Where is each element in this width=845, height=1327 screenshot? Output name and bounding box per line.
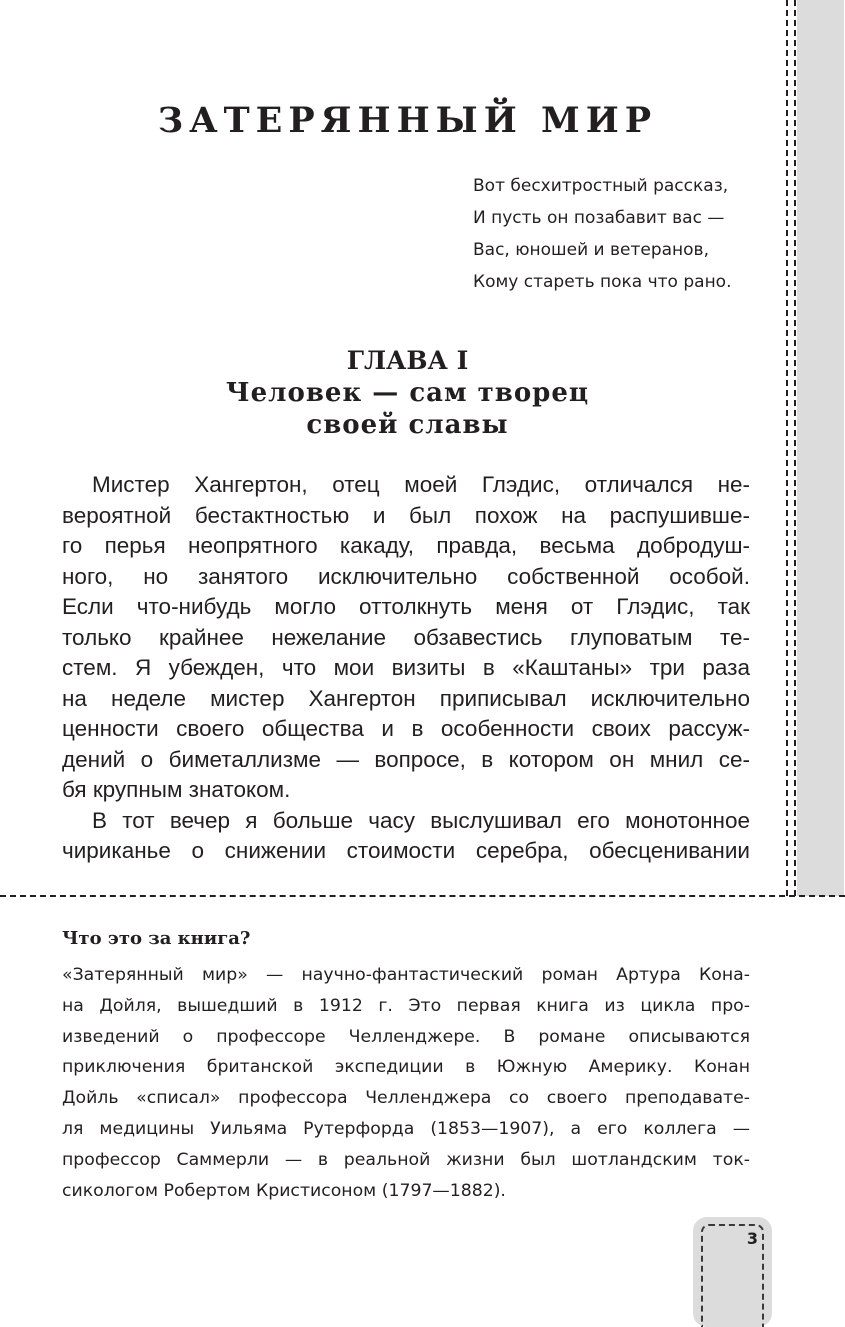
- epigraph-line: Вас, юношей и ветеранов,: [473, 240, 709, 260]
- epigraph-line: Кому стареть пока что рано.: [473, 272, 732, 292]
- chapter-title-line-2: своей славы: [306, 410, 509, 440]
- about-line: профессор Саммерли — в реальной жизни был шотландским ток-: [62, 1149, 750, 1170]
- body-line: на неделе мистер Хангертон приписывал исключительно: [62, 685, 750, 711]
- body-line: ценности своего общества и в особенности своих рассуж-: [62, 716, 750, 741]
- page-number-tab: [693, 1217, 772, 1327]
- page-number: 3: [746, 1229, 758, 1248]
- about-book-text: [62, 960, 750, 1206]
- about-line: сикологом Робертом Кристисоном (1797—1882).: [62, 1180, 506, 1201]
- epigraph-line: И пусть он позабавит вас —: [473, 208, 725, 228]
- book-title: ЗАТЕРЯННЫЙ МИР: [157, 100, 658, 141]
- epigraph: [473, 170, 773, 298]
- dashed-section-divider: [0, 895, 845, 897]
- epigraph-line: Вот бесхитростный рассказ,: [473, 176, 729, 196]
- body-line: ного, но занятого исключительно собственной особой.: [62, 563, 750, 589]
- body-line: вероятной бестактностью и был похож на распушивше-: [62, 502, 750, 528]
- about-book-heading: Что это за книга?: [62, 928, 251, 949]
- body-line: стем. Я убежден, что мои визиты в «Каштаны» три раза: [62, 655, 750, 680]
- chapter-number: ГЛАВА I: [346, 346, 469, 375]
- body-line: В тот вечер я больше часу выслушивал его монотонное: [92, 807, 750, 833]
- body-line: только крайнее нежелание обзавестись глуповатым те-: [62, 624, 750, 650]
- about-line: ля медицины Уильяма Рутерфорда (1853—1907), а его коллега —: [62, 1118, 750, 1139]
- chapter-body: [62, 470, 750, 867]
- body-line: чириканье о снижении стоимости серебра, обесценивании: [62, 838, 750, 863]
- chapter-heading: [0, 345, 815, 441]
- chapter-title-line-1: Человек — сам творец: [225, 378, 590, 408]
- about-line: «Затерянный мир» — научно-фантастический роман Артура Кона-: [62, 965, 750, 985]
- body-line: го перья неопрятного какаду, правда, весьма добродуш-: [62, 533, 750, 558]
- about-line: приключения британской экспедиции в Южную Америку. Конан: [62, 1057, 750, 1078]
- body-line: бя крупным знатоком.: [62, 777, 291, 802]
- body-line: Если что-нибудь могло оттолкнуть меня от Глэдис, так: [62, 594, 750, 619]
- about-line: изведений о профессоре Челленджере. В романе описываются: [62, 1026, 750, 1047]
- body-line: Мистер Хангертон, отец моей Глэдис, отличался не-: [92, 472, 750, 497]
- body-line: дений о биметаллизме — вопросе, в котором он мнил се-: [62, 746, 750, 772]
- about-line: на Дойля, вышедший в 1912 г. Это первая книга из цикла про-: [62, 995, 750, 1016]
- about-line: Дойль «списал» профессора Челленджера со своего преподавате-: [62, 1088, 750, 1109]
